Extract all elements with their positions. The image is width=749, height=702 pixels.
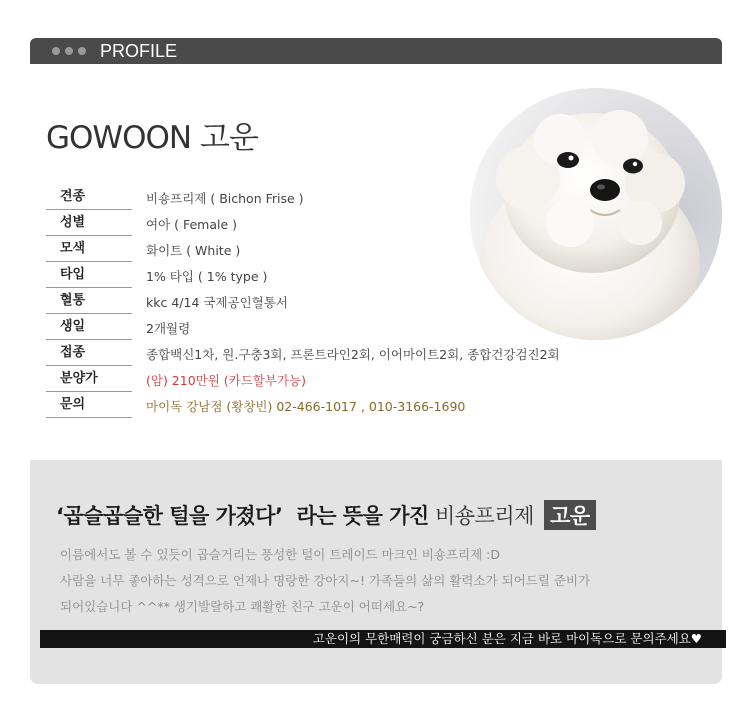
info-row-pedigree	[46, 290, 566, 316]
info-label: 접종	[46, 342, 132, 366]
description-line: 사람을 너무 좋아하는 성격으로 언제나 명랑한 강아지~! 가족들의 삶의 활력소가 되어드릴 준비가	[60, 573, 591, 588]
info-value: 2개월령	[146, 321, 191, 336]
description-section	[30, 460, 722, 684]
info-label: 성별	[46, 212, 132, 236]
cta-text: 고운이의 무한매력이 궁금하신 분은 지금 바로 마이독으로 문의주세요♥	[312, 631, 702, 646]
cta-bar	[40, 630, 726, 648]
dog-name: GOWOON 고운	[46, 120, 258, 156]
info-value: 여아 ( Female )	[146, 217, 238, 232]
info-label: 견종	[46, 186, 132, 210]
description-body	[60, 542, 590, 620]
info-value-contact: 마이독 강남점 (황창빈) 02-466-1017 , 010-3166-1690	[146, 399, 466, 414]
header-dot	[78, 47, 86, 55]
header-dots	[52, 47, 86, 55]
info-label: 혈통	[46, 290, 132, 314]
info-value: 비숑프리제 ( Bichon Frise )	[146, 191, 304, 206]
headline-name-tag: 고운	[544, 500, 596, 530]
info-row-price	[46, 368, 566, 394]
info-row-breed	[46, 186, 566, 212]
header-dot	[65, 47, 73, 55]
info-value: 화이트 ( White )	[146, 243, 241, 258]
info-label: 타입	[46, 264, 132, 288]
headline-mid: 라는 뜻을 가진	[296, 504, 429, 528]
info-row-type	[46, 264, 566, 290]
info-value: kkc 4/14 국제공인혈통서	[146, 295, 288, 310]
info-value: 종합백신1차, 원.구충3회, 프론트라인2회, 이어마이트2회, 종합건강검진2회	[146, 347, 560, 362]
profile-info-table	[46, 186, 566, 420]
info-row-gender	[46, 212, 566, 238]
info-row-color	[46, 238, 566, 264]
header-dot	[52, 47, 60, 55]
info-label: 모색	[46, 238, 132, 262]
info-label: 분양가	[46, 368, 132, 392]
info-label: 문의	[46, 394, 132, 418]
profile-header	[30, 38, 722, 64]
info-value-price: (암) 210만원 (카드할부가능)	[146, 373, 306, 388]
info-row-contact	[46, 394, 566, 420]
description-headline	[56, 500, 596, 530]
description-line: 이름에서도 볼 수 있듯이 곱슬거리는 풍성한 털이 트레이드 마크인 비숑프리제 :D	[60, 547, 500, 562]
headline-breed: 비숑프리제	[434, 504, 534, 528]
info-value: 1% 타입 ( 1% type )	[146, 269, 268, 284]
headline-quote: ‘곱슬곱슬한 털을 가졌다’	[56, 504, 283, 528]
description-line: 되어있습니다 ^^** 생기발랄하고 쾌활한 친구 고운이 어떠세요~?	[60, 599, 425, 614]
info-row-birthday	[46, 316, 566, 342]
header-title: PROFILE	[100, 41, 178, 61]
info-row-vaccination	[46, 342, 566, 368]
info-label: 생일	[46, 316, 132, 340]
